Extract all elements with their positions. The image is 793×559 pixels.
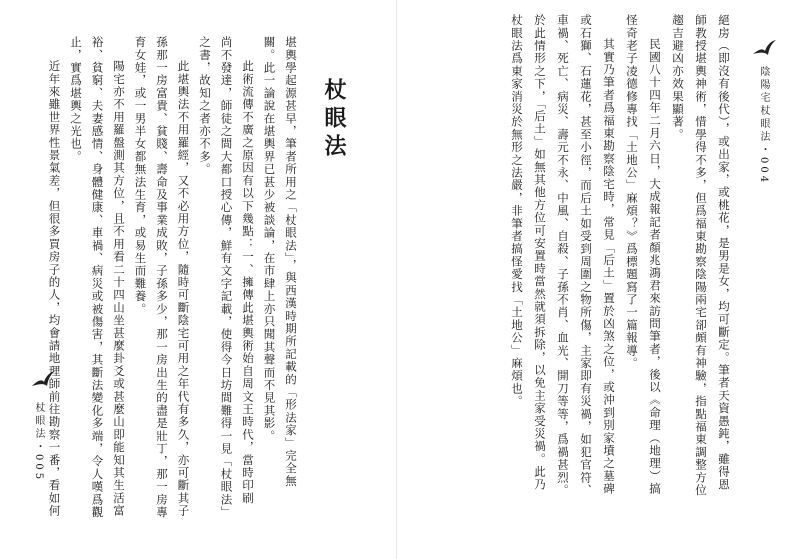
text-column: 怪奇老子凌德修專找「土地公」麻煩？》爲標題寫了一篇報導。: [625, 14, 639, 370]
text-column: 近年來雖世界性景氣差，但很多買房子的人，均會請地理師前往勘察一番，看如何: [47, 60, 62, 518]
text-column: 堪輿學起源甚早，筆者所用之「杖眼法」，與西漢時期所記載的「形法家」完全無: [284, 36, 298, 488]
text-column: 杖眼法爲東家消災於無形之法嚴，非筆者搞怪愛找「土地公」麻煩也。: [510, 14, 524, 408]
text-column: 絕房（即沒有後代），或出家，或桃花，是男是女，均可斷定。筆者天資愚鈍，雖得恩: [717, 14, 731, 491]
text-column: 或石獅、石蓮花，甚至小徑，而后土如受到周圍之物所傷，主家即有災禍，如犯官符、: [579, 14, 593, 497]
text-column: 於此情形之下，「后土」如無其他方位可安置時當然就須拆除，以免主家受災禍。此乃: [533, 14, 547, 491]
text-column: 育女娃，或一男半女都無法生育，或易生而難養。: [133, 36, 148, 316]
text-column: 之書，故知之者亦不多。: [198, 36, 212, 176]
right-page: [397, 0, 793, 559]
right-running-head: 陰陽宅杖眼法・004: [758, 66, 769, 186]
text-column: 趨吉避凶亦效果顯著。: [671, 14, 685, 141]
text-column: 尚不發達，師徒之間大都口授心傳，鮮有文字記載，使得今日坊間難得一見「杖眼法」: [219, 36, 234, 519]
bird-ornament-icon: [752, 38, 778, 60]
text-column: 師教授堪輿神術，惜學得不多，但爲福東勘察陰陽兩宅卻頗有神驗，指點福東調整方位: [694, 14, 708, 497]
text-column: 關。此一論說在堪輿界已甚少被談論，在市肆上亦只聞其聲而不見其影。: [262, 36, 277, 443]
text-column: 止，實爲堪輿之光也。: [69, 36, 83, 163]
text-column: 民國八十四年二月六日，大成報記者顏兆鴻君來訪問筆者，後以《命理（地理）搞: [648, 38, 662, 496]
text-column: 陽宅亦不用羅盤測其方位，且不用看二十四山坐甚麼卦爻或甚麼山即能知其生活富: [112, 60, 126, 518]
text-column: 裕、貧窮、夫妻感情、身體健康、車禍、病災或被傷害，其斷法變化多端，令人嘆爲觀: [90, 36, 105, 519]
left-running-head: 杖眼法・005: [33, 402, 44, 483]
text-column: 車禍、死亡、病災、壽元不永、中風、自殺、子孫不肖、血光、開刀等等，爲禍甚烈。: [556, 14, 570, 497]
text-column: 此術流傳不廣之原因有以下幾點：一、擁傳此堪輿術始自周文王時代，當時印刷: [241, 60, 255, 505]
chapter-title: 杖眼法: [321, 78, 346, 162]
text-column: 其實乃筆者爲福東勘察陰宅時，常見「后土」置於凶煞之位，或沖到別家墳之墓碑: [602, 38, 616, 496]
bird-ornament-icon: [30, 370, 56, 392]
left-page: [0, 0, 396, 559]
text-column: 此堪輿法不用羅經，又不必用方位，隨時可斷陰宅可用之年代有多久，亦可斷其子: [176, 60, 191, 518]
text-column: 孫那一房富貴、貧賤、壽命及事業成敗，子孫多少，那一房出生的盡是壯丁，那一房專: [155, 36, 169, 519]
